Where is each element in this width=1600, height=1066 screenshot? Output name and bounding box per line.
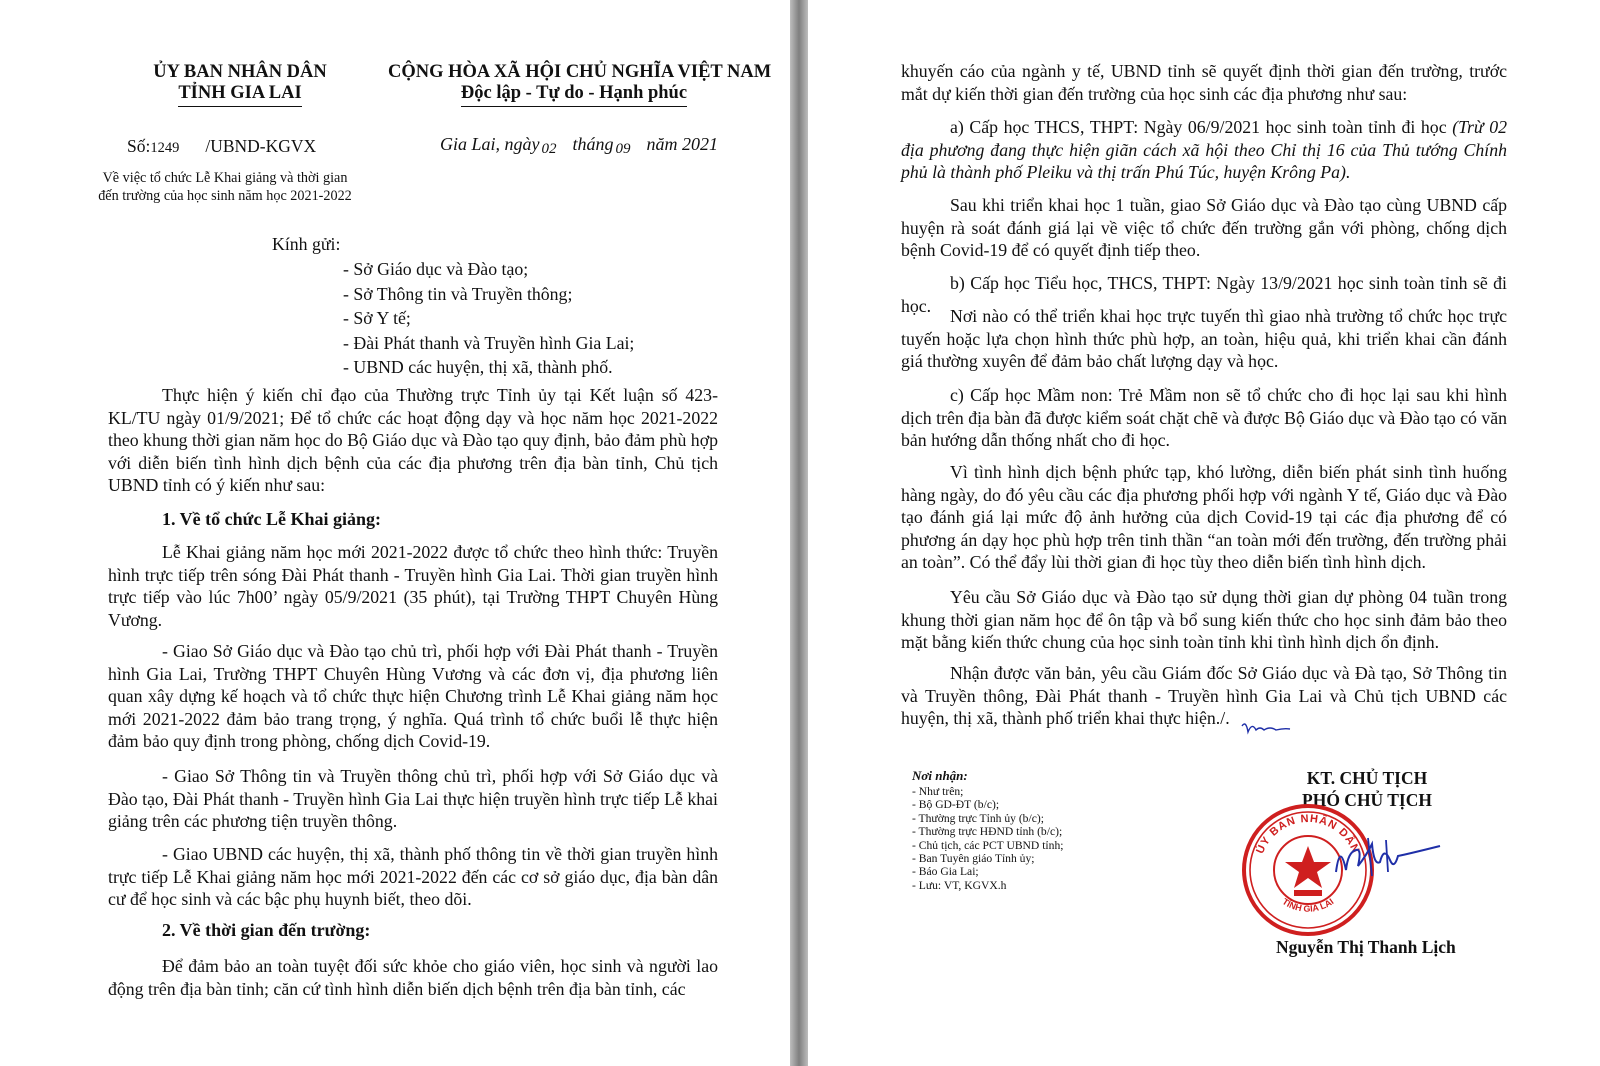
item-a-text: a) Cấp học THCS, THPT: Ngày 06/9/2021 học sinh toàn tỉnh đi học [950, 117, 1453, 137]
subject-line-2: đến trường của học sinh năm học 2021-2022 [98, 188, 352, 204]
section-1-title: 1. Về tổ chức Lễ Khai giảng: [162, 509, 381, 529]
agency-line-2: TỈNH GIA LAI [178, 83, 301, 107]
seal-bottom-text: TỈNH GIA LAI [1280, 896, 1336, 914]
page-gap [790, 0, 808, 1066]
recipients-title: Nơi nhận: [912, 768, 968, 783]
subject-line-1: Về việc tổ chức Lễ Khai giảng và thời gian [102, 170, 348, 186]
addressee-item: - Sở Y tế; [343, 308, 411, 328]
item-a-note: (Trừ 02 địa phương đang thực hiện giãn cách xã hội theo Chỉ thị 16 của Thủ tướng Chính phủ là thành phố Pleiku và thị trấn Phú Túc, huyện Krông Pa). [901, 117, 1507, 183]
document-date [440, 134, 718, 155]
item-c-paragraph: c) Cấp học Mầm non: Trẻ Mầm non sẽ tổ chức cho đi học lại sau khi hình dịch trên địa bàn đã được kiểm soát chặt chẽ và được Bộ Giáo dục và Đào tạo có văn bản hướng dẫn thống nhất cho đi học. [901, 385, 1507, 451]
document-subject [70, 169, 380, 205]
after-a-paragraph: Sau khi triển khai học 1 tuần, giao Sở Giáo dục và Đào tạo cùng UBND cấp huyện rà soát đánh giá lại về việc tổ chức đến trường gắn với phòng, chống dịch bệnh Covid-19 để có quyết định tiếp theo. [901, 195, 1507, 261]
situation-paragraph: Vì tình hình dịch bệnh phức tạp, khó lường, diễn biến phát sinh tình huống hàng ngày, do đó yêu cầu các địa phương phối hợp với ngành Y tế, Giáo dục và Đào tạo đánh giá lại mức độ ảnh hưởng của dịch Covid-19 tại các địa phương để có phương án dạy học phù hợp trên tinh thần “an toàn mới đến trường, đến trường phải an toàn”. Có thể đẩy lùi thời gian đi học tùy theo diễn biến tình hình dịch. [901, 462, 1507, 573]
reserve-time-paragraph: Yêu cầu Sở Giáo dục và Đào tạo sử dụng thời gian dự phòng 04 tuần trong khung thời gian năm học để ôn tập và bổ sung kiến thức cho học sinh đảm bảo theo mặt bằng kiến thức chung của học sinh toàn tỉnh khi tình hình dịch ổn định. [901, 587, 1507, 653]
section-1-paragraph-1: Lễ Khai giảng năm học mới 2021-2022 được tổ chức theo hình thức: Truyền hình trực tiếp trên sóng Đài Phát thanh - Truyền hình Gia Lai. Thời gian truyền hình trực tiếp vào lúc 7h00’ ngày 05/9/2021 (35 phút), tại Trường THPT Chuyên Hùng Vương. [108, 542, 718, 630]
signer-role-1: KT. CHỦ TỊCH [1306, 768, 1428, 788]
recipient-item: - Như trên; [912, 785, 964, 798]
section-2-paragraph-1: Để đảm bảo an toàn tuyệt đối sức khỏe cho giáo viên, học sinh và người lao động trên địa bàn tỉnh; căn cứ tình hình diễn biến dịch bệnh trên địa bàn tỉnh, các [108, 956, 718, 999]
recipient-item: - Bộ GD-ĐT (b/c); [912, 798, 1000, 812]
addressee-list [343, 257, 634, 380]
seal-top-text: ỦY BAN NHÂN DÂN [1254, 812, 1362, 856]
continued-paragraph: khuyến cáo của ngành y tế, UBND tỉnh sẽ quyết định thời gian đến trường, trước mắt dự kiến thời gian đến trường của học sinh các địa phương như sau: [901, 61, 1507, 104]
handwritten-signature [1328, 832, 1448, 892]
date-day: 02 [541, 141, 557, 157]
date-month-label: tháng [572, 134, 614, 154]
section-1-paragraph-2: - Giao Sở Giáo dục và Đào tạo chủ trì, phối hợp với Đài Phát thanh - Truyền hình Gia Lai, Trường THPT Chuyên Hùng Vương và các đơn vị, địa phương liên quan xây dựng kế hoạch và tổ chức thực hiện Chương trình Lễ Khai giảng năm học mới 2021-2022 đảm bảo trang trọng, ý nghĩa. Quá trình tổ chức buổi lễ thực hiện đảm bảo quy định trong phòng, chống dịch Covid-19. [108, 641, 718, 752]
item-b-paragraph: b) Cấp học Tiểu học, THCS, THPT: Ngày 13/9/2021 học sinh toàn tỉnh sẽ đi học. [901, 273, 1507, 316]
document-page-1 [0, 0, 790, 1066]
doc-code: /UBND-KGVX [205, 136, 317, 156]
recipient-item: - Thường trực HĐND tỉnh (b/c); [912, 825, 1063, 839]
signer-name: Nguyễn Thị Thanh Lịch [1276, 937, 1456, 957]
svg-text:TỈNH GIA LAI [1281, 896, 1336, 913]
doc-no-label: Số: [127, 136, 151, 156]
document-number [127, 136, 316, 157]
greeting: Kính gửi: [272, 234, 341, 254]
addressee-item: - Sở Thông tin và Truyền thông; [343, 283, 573, 304]
item-a-paragraph [901, 116, 1507, 184]
intro-paragraph: Thực hiện ý kiến chỉ đạo của Thường trực Tỉnh ủy tại Kết luận số 423-KL/TU ngày 01/9/2021; Để tổ chức các hoạt động dạy và học năm học 2021-2022 theo khung thời gian năm học do Bộ Giáo dục và Đào tạo quy định, bảo đảm phù hợp với diễn biến tình hình dịch bệnh của các địa phương trên địa bàn tỉnh, Chủ tịch UBND tỉnh có ý kiến như sau: [108, 385, 718, 496]
motto: Độc lập - Tự do - Hạnh phúc [461, 83, 687, 107]
date-place: Gia Lai, ngày [440, 134, 540, 154]
doc-no-value: 1249 [150, 140, 180, 156]
recipient-item: - Báo Gia Lai; [912, 865, 979, 879]
recipients-block [912, 767, 1063, 892]
addressee-item: - Sở Giáo dục và Đào tạo; [343, 259, 529, 279]
agency-name [140, 62, 340, 107]
recipient-item: - Thường trực Tỉnh ủy (b/c); [912, 811, 1044, 825]
closing-paragraph: Nhận được văn bản, yêu cầu Giám đốc Sở Giáo dục và Đà tạo, Sở Thông tin và Truyền thông, Đài Phát thanh - Truyền hình Gia Lai và Chủ tịch UBND các huyện, thị xã, thành phố triển khai thực hiện./. [901, 663, 1507, 729]
section-2-title: 2. Về thời gian đến trường: [162, 920, 371, 940]
after-b-paragraph: Nơi nào có thể triển khai học trực tuyến thì giao nhà trường tổ chức học trực tuyến hoặc lựa chọn hình thức phù hợp, an toàn, hiệu quả, khi triển khai cần đánh giá thường xuyên để đảm bảo chất lượng dạy và học. [901, 306, 1507, 372]
document-page-2 [808, 0, 1600, 1066]
agency-line-1: ỦY BAN NHÂN DÂN [153, 62, 327, 82]
date-year: năm 2021 [646, 134, 719, 154]
signer-role-2: PHÓ CHỦ TỊCH [1302, 790, 1432, 810]
nation-line: CỘNG HÒA XÃ HỘI CHỦ NGHĨA VIỆT NAM [388, 62, 772, 82]
date-month: 09 [615, 141, 631, 157]
initial-mark [1238, 718, 1298, 740]
addressee-item: - Đài Phát thanh và Truyền hình Gia Lai; [343, 332, 635, 353]
recipient-item: - Ban Tuyên giáo Tỉnh ủy; [912, 852, 1035, 866]
recipient-item: - Chủ tịch, các PCT UBND tỉnh; [912, 838, 1064, 852]
national-title [388, 62, 772, 107]
recipient-item: - Lưu: VT, KGVX.h [912, 878, 1007, 892]
section-1-paragraph-3: - Giao Sở Thông tin và Truyền thông chủ trì, phối hợp với Sở Giáo dục và Đào tạo, Đài Phát thanh - Truyền hình Gia Lai thực hiện truyền hình trực tiếp Lễ khai giảng trên các phương tiện truyền thông. [108, 766, 718, 832]
addressee-item: - UBND các huyện, thị xã, thành phố. [343, 357, 613, 377]
section-1-paragraph-4: - Giao UBND các huyện, thị xã, thành phố thông tin về thời gian truyền hình trực tiếp Lễ Khai giảng năm học mới 2021-2022 đến các cơ sở giáo dục, địa bàn dân cư để học sinh và các bậc phụ huynh biết, theo dõi. [108, 844, 718, 910]
